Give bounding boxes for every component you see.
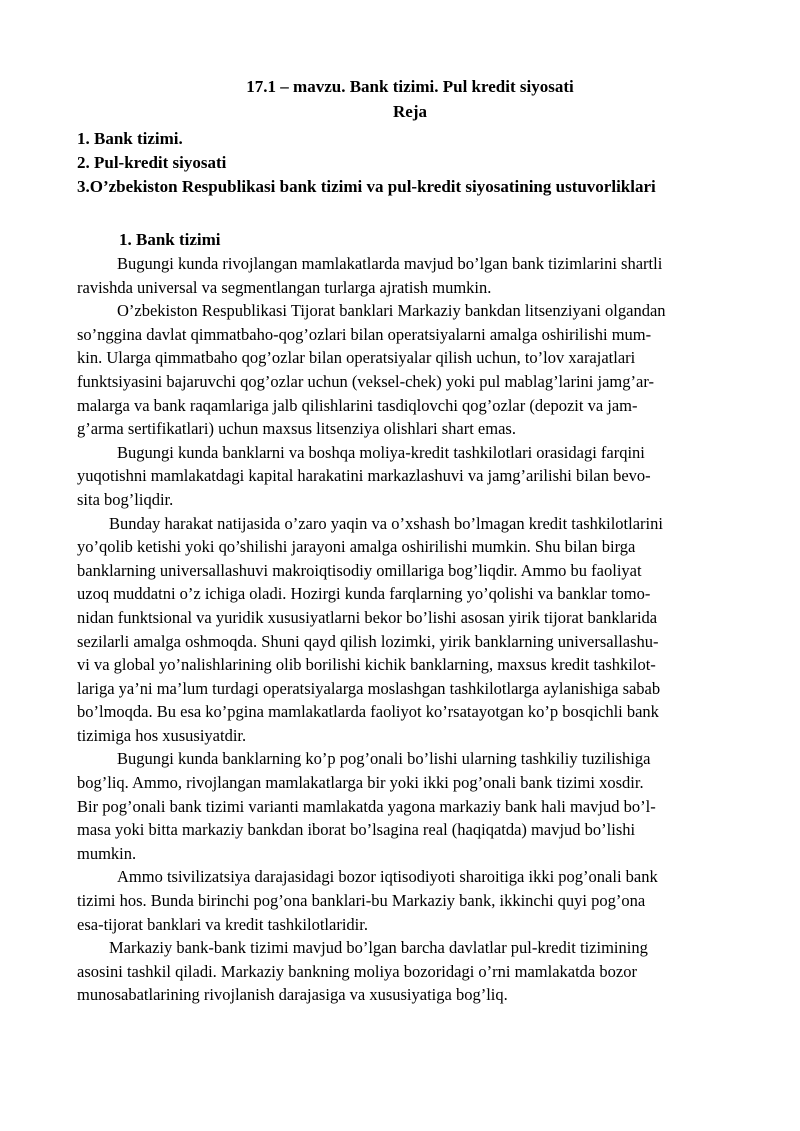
text-line: munosabatlarining rivojlanish darajasiga va xususiyatiga bog’liq. — [77, 985, 508, 1005]
text-line: banklarning universallashuvi makroiqtisodiy omillariga bog’liqdir. Ammo bu faoliyat — [77, 560, 642, 580]
text-line: yuqotishni mamlakatdagi kapital harakatini markazlashuvi va jamg’arilishi bilan bevo- — [77, 466, 651, 486]
text-line: Bunday harakat natijasida o’zaro yaqin va o’xshash bo’lmagan kredit tashkilotlarini — [109, 513, 663, 533]
text-line: Bugungi kunda banklarni va boshqa moliya-kredit tashkilotlari orasidagi farqini — [117, 442, 645, 462]
body-text — [77, 252, 742, 1007]
plan-item-1: 1. Bank tizimi. — [77, 129, 183, 148]
text-line: O’zbekiston Respublikasi Tijorat banklari Markaziy bankdan litsenziyani olgandan — [117, 301, 666, 321]
text-line: tizimiga hos xususiyatdir. — [77, 725, 247, 745]
text-line: nidan funktsional va yuridik xususiyatlarni bekor bo’lishi asosan yirik tijorat banklarida — [77, 607, 658, 627]
text-line: lariga ya’ni ma’lum turdagi operatsiyalarga moslashgan tashkilotlarga aylanishiga sabab — [77, 678, 661, 698]
text-line: sita bog’liqdir. — [77, 489, 174, 509]
text-line: bog’liq. Ammo, rivojlangan mamlakatlarga bir yoki ikki pog’onali bank tizimi xosdir. — [77, 773, 644, 793]
text-line: asosini tashkil qiladi. Markaziy bankning moliya bozoridagi o’rni mamlakatda bozor — [77, 961, 637, 981]
text-line: funktsiyasini bajaruvchi qog’ozlar uchun (veksel-chek) yoki pul mablag’larini jamg’ar- — [77, 371, 654, 391]
plan-item-2: 2. Pul-kredit siyosati — [77, 153, 227, 172]
text-line: Markaziy bank-bank tizimi mavjud bo’lgan barcha davlatlar pul-kredit tizimining — [109, 938, 648, 958]
text-line: kin. Ularga qimmatbaho qog’ozlar bilan operatsiyalar qilish uchun, to’lov xarajatlari — [77, 348, 636, 368]
text-line: mumkin. — [77, 843, 137, 863]
text-line: so’nggina davlat qimmatbaho-qog’ozlari bilan operatsiyalarni amalga oshirilishi mum- — [77, 324, 652, 344]
plan-heading: Reja — [393, 102, 427, 121]
plan-item-3: 3.O’zbekiston Respublikasi bank tizimi va pul-kredit siyosatining ustuvorliklari — [77, 177, 656, 196]
text-line: Ammo tsivilizatsiya darajasidagi bozor iqtisodiyoti sharoitiga ikki pog’onali bank — [117, 867, 658, 887]
text-line: bo’lmoqda. Bu esa ko’pgina mamlakatlarda faoliyot ko’rsatayotgan ko’p bosqichli bank — [77, 702, 659, 722]
text-line: g’arma sertifikatlari) uchun maxsus litsenziya olishlari shart emas. — [77, 419, 516, 439]
text-line: Bir pog’onali bank tizimi varianti mamlakatda yagona markaziy bank hali mavjud bo’l- — [77, 796, 656, 816]
text-line: tizimi hos. Bunda birinchi pog’ona banklari-bu Markaziy bank, ikkinchi quyi pog’ona — [77, 891, 646, 911]
text-line: vi va global yo’nalishlarining olib borilishi kichik banklarning, maxsus kredit tashkilot- — [77, 655, 656, 675]
text-line: malarga va bank raqamlariga jalb qilishlarini tasdiqlovchi qog’ozlar (depozit va jam- — [77, 395, 638, 415]
text-line: yo’qolib ketishi yoki qo’shilishi jarayoni amalga oshirilishi mumkin. Shu bilan birga — [77, 537, 636, 557]
section-heading: 1. Bank tizimi — [119, 230, 221, 249]
text-line: sezilarli amalga oshmoqda. Shuni qayd qilish lozimki, yirik banklarning universallashu- — [77, 631, 659, 651]
text-line: esa-tijorat banklari va kredit tashkilotlaridir. — [77, 914, 368, 934]
text-line: Bugungi kunda rivojlangan mamlakatlarda mavjud bo’lgan bank tizimlarini shartli — [117, 254, 663, 273]
text-line: masa yoki bitta markaziy bankdan iborat bo’lsagina real (haqiqatda) mavjud bo’lishi — [77, 820, 636, 840]
text-line: uzoq muddatni o’z ichiga oladi. Hozirgi kunda farqlarning yo’qolishi va banklar tomo- — [77, 584, 651, 604]
text-line: Bugungi kunda banklarning ko’p pog’onali bo’lishi ularning tashkiliy tuzilishiga — [117, 749, 651, 769]
text-line: ravishda universal va segmentlangan turlarga ajratish mumkin. — [77, 277, 492, 297]
document-title: 17.1 – mavzu. Bank tizimi. Pul kredit siyosati — [246, 77, 574, 96]
